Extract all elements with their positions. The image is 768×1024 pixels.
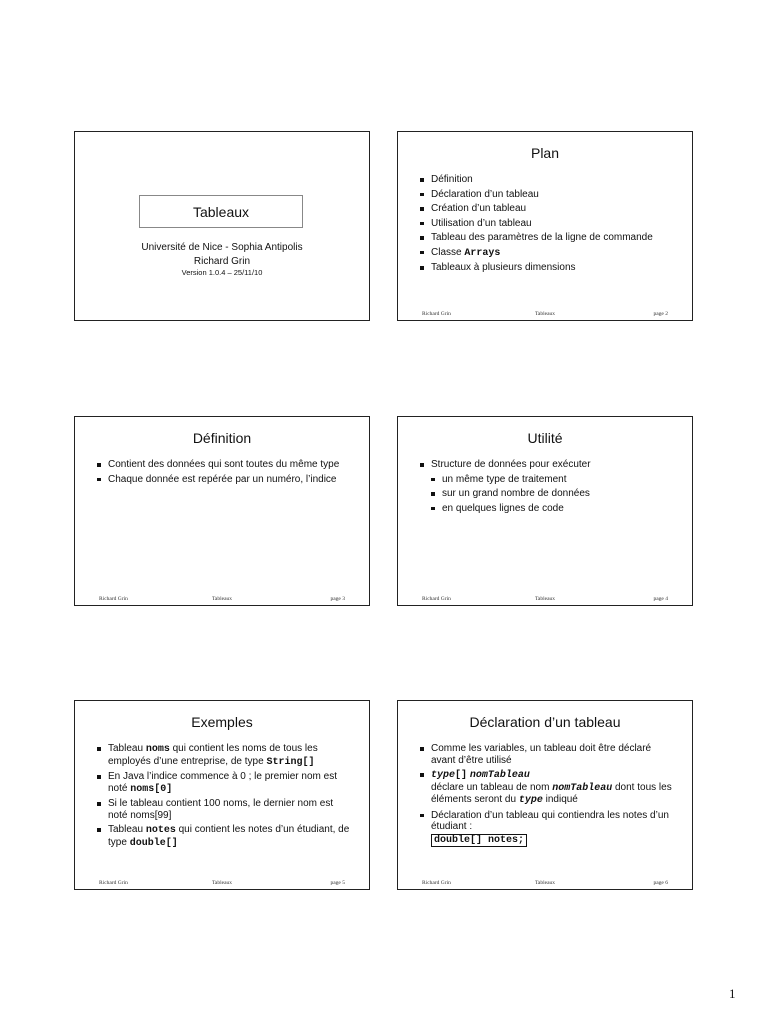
bullet-list bbox=[95, 743, 355, 852]
code-text: String[] bbox=[266, 756, 315, 768]
slide-5 bbox=[74, 700, 370, 890]
list-item bbox=[95, 824, 355, 849]
footer-topic: Tableaux bbox=[211, 596, 233, 602]
item-text: Classe bbox=[431, 246, 462, 258]
list-item bbox=[95, 743, 355, 768]
bullet-list bbox=[418, 459, 678, 517]
list-item bbox=[95, 771, 355, 795]
version: Version 1.0.4 – 25/11/10 bbox=[181, 268, 263, 277]
code-text: nomTableau bbox=[469, 770, 530, 781]
item-text: En Java l’indice commence à 0 ; le premier nom est noté bbox=[108, 771, 337, 794]
list-item: Définition bbox=[418, 174, 678, 186]
item-text: Déclaration d’un tableau qui contiendra les notes d’un étudiant : bbox=[431, 809, 669, 832]
list-item bbox=[418, 810, 678, 848]
title-info bbox=[75, 241, 369, 278]
footer-topic: Tableaux bbox=[534, 596, 556, 602]
item-text: Tableau bbox=[108, 824, 146, 835]
list-item: Comme les variables, un tableau doit être déclaré avant d’être utilisé bbox=[418, 743, 678, 766]
footer-author: Richard Grin bbox=[422, 311, 451, 317]
item-text: Tableau bbox=[108, 743, 146, 754]
list-item: Utilisation d’un tableau bbox=[418, 218, 678, 230]
bullet-list bbox=[95, 459, 355, 488]
list-item: Tableau des paramètres de la ligne de commande bbox=[418, 232, 678, 244]
footer-author: Richard Grin bbox=[99, 880, 128, 886]
page-number: 1 bbox=[729, 986, 736, 1001]
footer-author: Richard Grin bbox=[99, 596, 128, 602]
bullet-list bbox=[418, 174, 678, 277]
slide-3 bbox=[74, 416, 370, 606]
item-text: dont tous les éléments seront du bbox=[431, 781, 672, 805]
code-text: type bbox=[518, 795, 543, 806]
author: Richard Grin bbox=[193, 255, 251, 267]
bullet-list bbox=[418, 743, 678, 850]
slide-4 bbox=[397, 416, 693, 606]
code-text: nomTableau bbox=[552, 782, 613, 794]
slide-title: Utilité bbox=[527, 430, 563, 446]
sub-list-item: en quelques lignes de code bbox=[429, 503, 678, 515]
sub-list-item: un même type de traitement bbox=[429, 474, 678, 486]
list-item: Si le tableau contient 100 noms, le dernier nom est noté noms[99] bbox=[95, 798, 355, 821]
footer-page: page 2 bbox=[653, 311, 668, 317]
slide-2 bbox=[397, 131, 693, 321]
title-box bbox=[139, 195, 303, 228]
code-text: notes bbox=[145, 825, 176, 836]
code-text: noms bbox=[145, 744, 170, 755]
code-text: double[] bbox=[129, 837, 178, 849]
sub-list-item: sur un grand nombre de données bbox=[429, 488, 678, 500]
slide-title: Tableaux bbox=[192, 203, 250, 220]
list-item: Contient des données qui sont toutes du même type bbox=[95, 459, 355, 471]
code-text: Arrays bbox=[464, 247, 501, 259]
footer-topic: Tableaux bbox=[534, 880, 556, 886]
item-text: qui contient les notes d’un étudiant, de type bbox=[108, 824, 350, 848]
footer-author: Richard Grin bbox=[422, 880, 451, 886]
item-text: déclare un tableau de nom bbox=[431, 781, 553, 793]
slide-title: Définition bbox=[192, 430, 252, 446]
list-item: Chaque donnée est repérée par un numéro, l’indice bbox=[95, 474, 355, 486]
list-item: Structure de données pour exécuter bbox=[418, 459, 678, 471]
footer-page: page 3 bbox=[330, 596, 345, 602]
item-text: indiqué bbox=[542, 794, 578, 805]
footer-author: Richard Grin bbox=[422, 596, 451, 602]
list-item: Création d’un tableau bbox=[418, 203, 678, 215]
code-text: [] bbox=[455, 770, 468, 781]
code-box: double[] notes; bbox=[431, 834, 527, 848]
footer-page: page 5 bbox=[330, 880, 345, 886]
slide-title: Plan bbox=[530, 145, 560, 161]
list-item bbox=[418, 769, 678, 807]
item-text: qui contient les noms de tous les employés d’une entreprise, de type bbox=[108, 743, 318, 767]
slide-title: Déclaration d’un tableau bbox=[469, 714, 621, 730]
slide-1 bbox=[74, 131, 370, 321]
footer-topic: Tableaux bbox=[211, 880, 233, 886]
code-text: type bbox=[431, 770, 456, 781]
code-text: noms[0] bbox=[130, 783, 173, 795]
footer-topic: Tableaux bbox=[534, 311, 556, 317]
institution: Université de Nice - Sophia Antipolis bbox=[141, 242, 303, 253]
slide-title: Exemples bbox=[191, 714, 253, 730]
slide-6 bbox=[397, 700, 693, 890]
footer-page: page 4 bbox=[653, 596, 668, 602]
footer-page: page 6 bbox=[653, 880, 668, 886]
list-item: Tableaux à plusieurs dimensions bbox=[418, 262, 678, 274]
list-item: Déclaration d’un tableau bbox=[418, 189, 678, 201]
list-item bbox=[418, 247, 678, 260]
